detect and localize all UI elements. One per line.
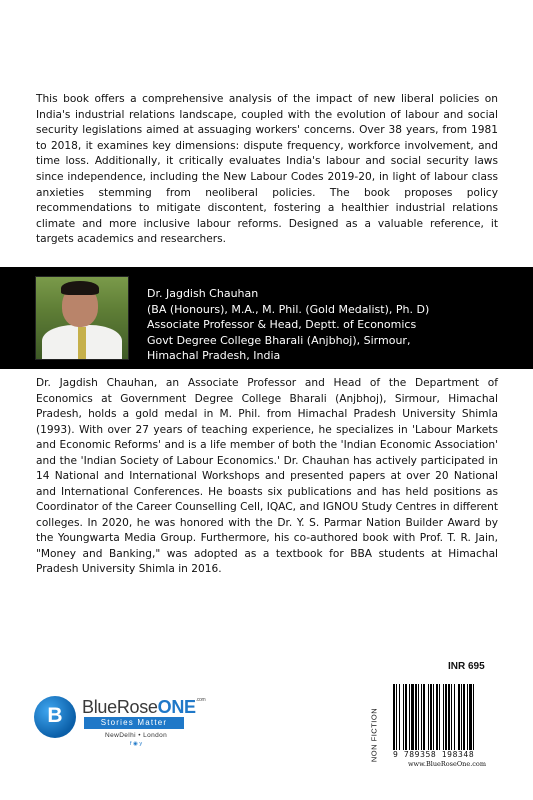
publisher-logo-icon: B	[34, 696, 76, 738]
isbn-barcode	[393, 676, 501, 750]
book-blurb: This book offers a comprehensive analysis of the impact of new liberal policies on India's industrial relations landscape, coupled with the evolution of labour and social security legislations aimed at assuaging workers' concerns. Over 38 years, from 1981 to 2018, it examines key dimensions: dispute frequency, workforce involvement, and time loss. Additionally, it critically evaluates India's labour and social security laws since independence, including the New Labour Codes 2019-20, in light of labour class anxieties stemming from neoliberal policies. The book proposes policy recommendations to mitigate discontent, fostering a healthier industrial relations climate and more inclusive labour reforms. Designed as a valuable reference, it targets academics and researchers.	[36, 93, 498, 246]
author-location: Himachal Pradesh, India	[147, 349, 281, 363]
isbn-number: 9 789358 198348	[393, 750, 475, 759]
publisher-tagline: Stories Matter	[84, 717, 184, 729]
author-photo	[35, 276, 129, 360]
publisher-website: www.BlueRoseOne.com	[407, 760, 486, 768]
publisher-name: BlueRoseONE$^{.com}$	[82, 697, 206, 717]
author-college: Govt Degree College Bharali (Anjbhoj), Sirmour,	[147, 333, 411, 347]
author-degrees: (BA (Honours), M.A., M. Phil. (Gold Medalist), Ph. D)	[147, 302, 430, 316]
category-label: NON FICTION	[369, 707, 379, 763]
author-credentials	[147, 286, 517, 364]
author-position: Associate Professor & Head, Deptt. of Economics	[147, 318, 417, 332]
author-name: Dr. Jagdish Chauhan	[147, 287, 259, 300]
barcode-bar	[474, 684, 476, 750]
author-bio: Dr. Jagdish Chauhan, an Associate Professor and Head of the Department of Economics at Government Degree College Bharali (Anjbhoj), Sirmour, Himachal Pradesh, holds a gold medal in M. Phil. from Himachal Pradesh University Shimla (1993). With over 27 years of teaching experience, he specializes in 'Labour Markets and Economic Reforms' and is a life member of both the 'Indian Economic Association' and the 'Indian Society of Labour Economics.' Dr. Chauhan has actively participated in 14 National and International Workshops and presented papers at over 20 National and International Conferences. He boasts six publications and has held positions as Coordinator of the Career Counselling Cell, IQAC, and IGNOU Study Centres in different colleges. In 2020, he was honored with the Dr. Y. S. Parmar Nation Builder Award by the Youngwarta Media Group. Furthermore, his co-authored book with Prof. T. R. Jain, "Money and Banking," was adopted as a textbook for BBA students at Himachal Pradesh University Shimla in 2016.	[36, 377, 498, 575]
publisher-cities: NewDelhi • London	[105, 732, 168, 739]
social-icons: f ◉ y	[130, 741, 143, 747]
price-label: INR 695	[448, 661, 485, 672]
